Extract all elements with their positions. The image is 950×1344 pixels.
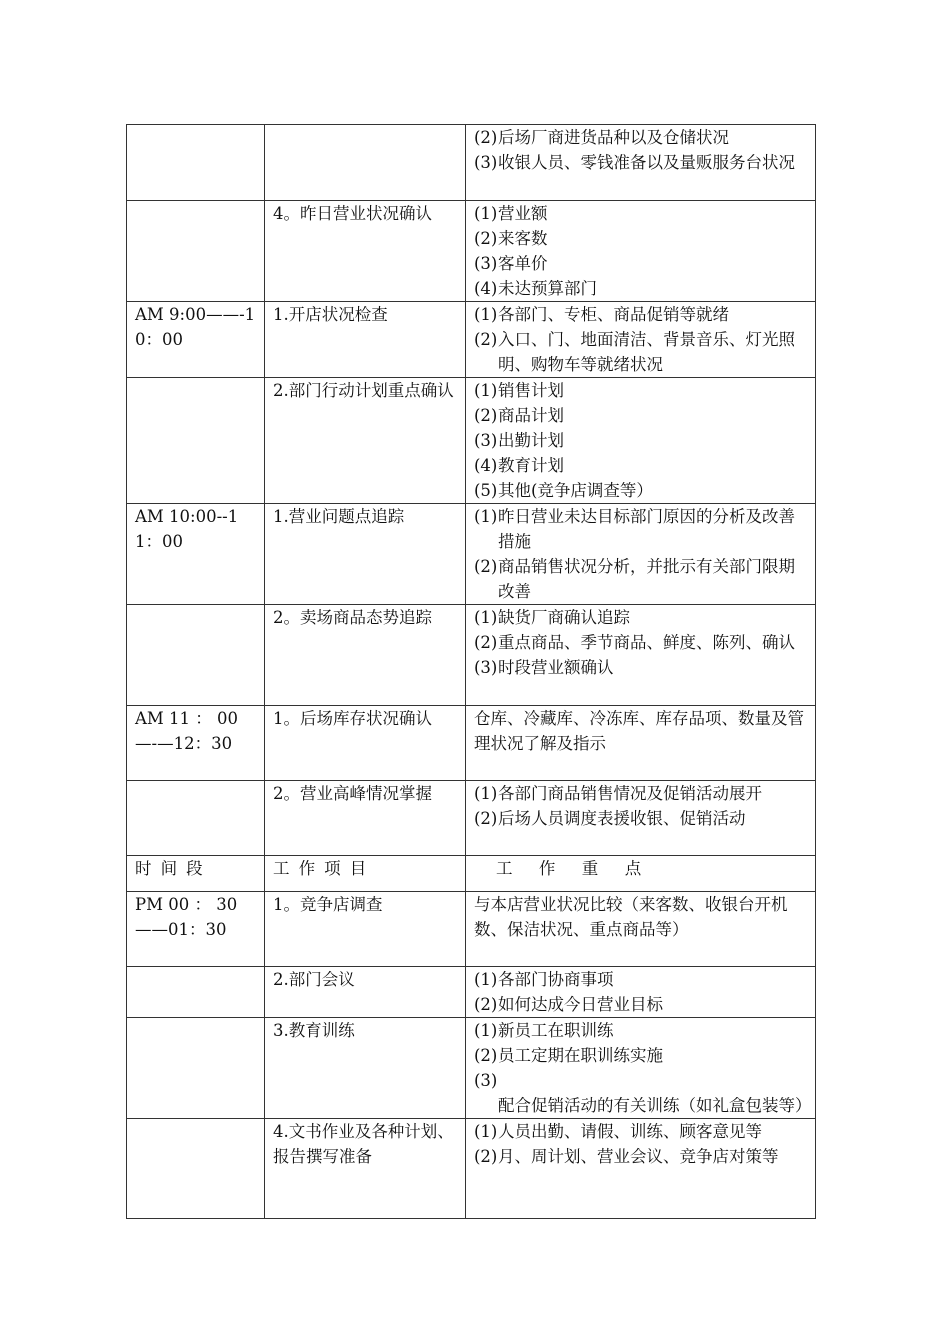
key-point-text: 缺货厂商确认追踪 <box>498 608 630 627</box>
key-point-text: 月、周计划、营业会议、竞争店对策等 <box>498 1147 779 1166</box>
key-point-text: 时段营业额确认 <box>498 658 614 677</box>
time-slot-cell <box>127 605 265 706</box>
key-point-text: 重点商品、季节商品、鲜度、陈列、确认 <box>498 633 795 652</box>
key-point-number: (2) <box>474 1046 498 1065</box>
task-label: 3.教育训练 <box>273 1021 355 1040</box>
key-point-text: 教育计划 <box>498 456 564 475</box>
task-label: 1.营业问题点追踪 <box>273 507 405 526</box>
time-slot-cell <box>127 892 265 967</box>
time-slot-cell <box>127 706 265 781</box>
key-point <box>474 403 809 428</box>
task-cell <box>265 967 466 1018</box>
key-point <box>474 201 809 226</box>
schedule-row <box>127 967 816 1018</box>
task-label: 4.文书作业及各种计划、报告撰写准备 <box>273 1122 454 1166</box>
key-point <box>474 554 809 604</box>
task-cell <box>265 302 466 378</box>
time-slot: AM 10:00--11：00 <box>135 507 239 551</box>
key-point-number: (2) <box>474 809 498 828</box>
schedule-body <box>127 125 816 1219</box>
key-point-text: 商品计划 <box>498 406 564 425</box>
key-point-number: (3) <box>474 1071 498 1090</box>
key-points-cell <box>466 706 816 781</box>
key-point <box>474 630 809 655</box>
time-slot: PM 00 ： 30——01：30 <box>135 895 238 939</box>
key-point-number: (1) <box>474 305 498 324</box>
key-point <box>474 378 809 403</box>
key-point: 与本店营业状况比较（来客数、收银台开机数、保洁状况、重点商品等） <box>474 895 788 939</box>
key-points-cell <box>466 201 816 302</box>
key-point-number: (1) <box>474 784 498 803</box>
schedule-row <box>127 706 816 781</box>
task-label: 2。卖场商品态势追踪 <box>273 608 432 627</box>
key-point <box>474 1018 809 1043</box>
task-cell <box>265 892 466 967</box>
task-label: 2.部门行动计划重点确认 <box>273 381 454 400</box>
key-point-number: (2) <box>474 995 498 1014</box>
task-cell <box>265 378 466 504</box>
key-point-text: 营业额 <box>498 204 548 223</box>
key-point-text: 新员工在职训练 <box>498 1021 614 1040</box>
key-point-number: (4) <box>474 456 498 475</box>
schedule-row <box>127 605 816 706</box>
key-point-text: 收银人员、零钱准备以及量贩服务台状况 <box>498 153 795 172</box>
key-point-number: (2) <box>474 229 498 248</box>
key-point-number: (2) <box>474 633 498 652</box>
task-label: 1。后场库存状况确认 <box>273 709 432 728</box>
task-label: 工作项目 <box>273 859 376 878</box>
key-point <box>474 226 809 251</box>
key-point-number: (1) <box>474 608 498 627</box>
key-point-number: (1) <box>474 1021 498 1040</box>
key-point <box>474 428 809 453</box>
key-point-number: (2) <box>474 406 498 425</box>
key-points-cell <box>466 302 816 378</box>
task-label: 2。营业高峰情况掌握 <box>273 784 432 803</box>
key-point <box>474 150 809 175</box>
task-cell <box>265 1119 466 1219</box>
task-label: 4。昨日营业状况确认 <box>273 204 432 223</box>
key-point <box>474 125 809 150</box>
key-points-cell <box>466 856 816 892</box>
key-point: 工作重点 <box>496 859 668 878</box>
key-point-number: (2) <box>474 1147 498 1166</box>
key-point-number: (1) <box>474 507 498 526</box>
key-point-number: (4) <box>474 279 498 298</box>
key-point-number: (2) <box>474 557 498 576</box>
key-point-text: 如何达成今日营业目标 <box>498 995 663 1014</box>
key-points-cell <box>466 892 816 967</box>
key-point <box>474 327 809 377</box>
task-cell <box>265 504 466 605</box>
key-point-number: (5) <box>474 481 498 500</box>
task-label: 1.开店状况检查 <box>273 305 388 324</box>
key-point-text: 未达预算部门 <box>498 279 597 298</box>
time-slot-cell <box>127 378 265 504</box>
schedule-row <box>127 201 816 302</box>
time-slot-cell <box>127 967 265 1018</box>
time-slot-cell <box>127 1018 265 1119</box>
key-point-text: 来客数 <box>498 229 548 248</box>
key-point: 仓库、冷藏库、冷冻库、库存品项、数量及管理状况了解及指示 <box>474 709 804 753</box>
schedule-row <box>127 1119 816 1219</box>
key-point-number: (1) <box>474 204 498 223</box>
schedule-row <box>127 302 816 378</box>
key-point-text: 配合促销活动的有关训练（如礼盒包装等） <box>498 1096 812 1115</box>
key-point-number: (3) <box>474 153 498 172</box>
schedule-table <box>126 124 816 1219</box>
key-point <box>474 806 809 831</box>
time-slot-cell <box>127 856 265 892</box>
key-points-cell <box>466 605 816 706</box>
key-point-number: (3) <box>474 254 498 273</box>
key-point-number: (1) <box>474 1122 498 1141</box>
key-point-text: 昨日营业未达目标部门原因的分析及改善措施 <box>498 507 795 551</box>
key-point-number: (3) <box>474 431 498 450</box>
time-slot-cell <box>127 781 265 856</box>
task-cell <box>265 125 466 201</box>
key-point-text: 员工定期在职训练实施 <box>498 1046 663 1065</box>
key-point-text: 各部门商品销售情况及促销活动展开 <box>498 784 762 803</box>
task-label: 1。竞争店调查 <box>273 895 383 914</box>
key-point-text: 后场厂商进货品种以及仓储状况 <box>498 128 729 147</box>
key-point-number: (1) <box>474 381 498 400</box>
time-slot-cell <box>127 504 265 605</box>
task-cell <box>265 706 466 781</box>
key-point-text: 人员出勤、请假、训练、顾客意见等 <box>498 1122 762 1141</box>
key-point <box>474 605 809 630</box>
key-point-text: 后场人员调度表援收银、促销活动 <box>498 809 746 828</box>
key-point-number: (2) <box>474 128 498 147</box>
key-point <box>474 302 809 327</box>
key-points-cell <box>466 967 816 1018</box>
key-points-cell <box>466 781 816 856</box>
schedule-row <box>127 781 816 856</box>
task-cell <box>265 781 466 856</box>
key-point <box>474 992 809 1017</box>
key-point-text: 其他(竞争店调查等） <box>498 481 653 500</box>
time-slot-cell <box>127 125 265 201</box>
key-point <box>474 1043 809 1068</box>
key-points-cell <box>466 378 816 504</box>
key-point <box>474 251 809 276</box>
task-cell <box>265 856 466 892</box>
time-slot: AM 11 ： 00—-—12：30 <box>135 709 239 753</box>
schedule-row <box>127 125 816 201</box>
key-point <box>474 478 809 503</box>
schedule-row <box>127 378 816 504</box>
key-point-text: 销售计划 <box>498 381 564 400</box>
task-cell <box>265 201 466 302</box>
task-cell <box>265 1018 466 1119</box>
key-point-text: 出勤计划 <box>498 431 564 450</box>
task-label: 2.部门会议 <box>273 970 355 989</box>
key-point-text: 各部门、专柜、商品促销等就绪 <box>498 305 729 324</box>
key-point-text: 商品销售状况分析，并批示有关部门限期改善 <box>498 557 795 601</box>
key-point <box>474 276 809 301</box>
key-point-text: 各部门协商事项 <box>498 970 614 989</box>
key-point <box>474 504 809 554</box>
header-row <box>127 856 816 892</box>
key-point <box>474 655 809 680</box>
key-point <box>474 967 809 992</box>
key-points-cell <box>466 504 816 605</box>
key-point <box>474 1144 809 1169</box>
key-points-cell <box>466 1119 816 1219</box>
schedule-row <box>127 504 816 605</box>
key-point <box>474 1068 812 1118</box>
key-point-text: 入口、门、地面清洁、背景音乐、灯光照明、购物车等就绪状况 <box>498 330 795 374</box>
key-point <box>474 1119 809 1144</box>
time-slot-cell <box>127 201 265 302</box>
key-point-number: (2) <box>474 330 498 349</box>
time-slot-cell <box>127 1119 265 1219</box>
time-slot: AM 9:00——-10：00 <box>135 305 256 349</box>
time-slot: 时间段 <box>135 859 212 878</box>
schedule-row <box>127 1018 816 1119</box>
key-point <box>474 453 809 478</box>
key-points-cell <box>466 1018 816 1119</box>
schedule-row <box>127 892 816 967</box>
time-slot-cell <box>127 302 265 378</box>
task-cell <box>265 605 466 706</box>
key-points-cell <box>466 125 816 201</box>
key-point-number: (1) <box>474 970 498 989</box>
key-point-text: 客单价 <box>498 254 548 273</box>
key-point <box>474 781 809 806</box>
key-point-number: (3) <box>474 658 498 677</box>
